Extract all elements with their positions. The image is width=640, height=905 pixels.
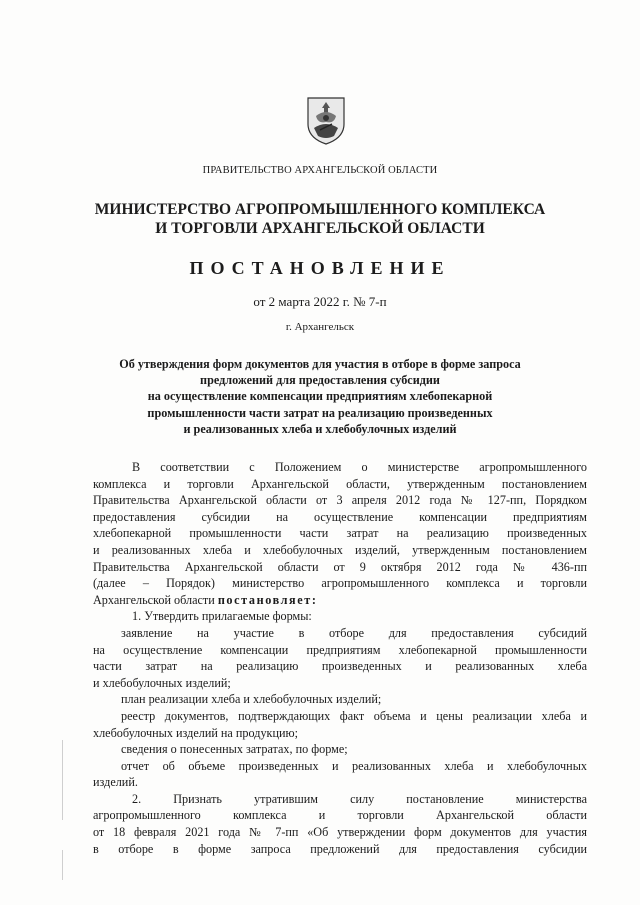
preamble-line: Правительства Архангельской области от 3 апреля 2012 года № 127-пп, Порядком — [93, 493, 587, 508]
item-2-line: в отборе в форме запроса предложений для предоставления субсидии — [93, 841, 587, 856]
form-3-line: реестр документов, подтверждающих факт объема и цены реализации хлеба и — [121, 708, 587, 723]
preamble-line — [93, 592, 587, 609]
scan-margin-mark — [62, 740, 63, 820]
item-1: 1. Утвердить прилагаемые формы: — [132, 609, 312, 624]
coat-of-arms-emblem — [304, 94, 348, 146]
item-2-line: от 18 февраля 2021 года № 7-пп «Об утверждении форм документов для участия — [93, 825, 587, 840]
subject-line: Об утверждения форм документов для участия в отборе в форме запроса — [119, 357, 521, 371]
preamble-last: Архангельской области — [93, 592, 215, 607]
form-5-line: изделий. — [93, 775, 138, 790]
preamble-line: комплекса и торговли Архангельской области, утвержденным постановлением — [93, 476, 587, 491]
preamble-line: Правительства Архангельской области от 9 октября 2012 года № 436-пп — [93, 559, 587, 574]
subject-line: предложений для предоставления субсидии — [200, 373, 440, 388]
form-3-line: хлебобулочных изделий на продукцию; — [93, 725, 299, 740]
preamble-line: и реализованных хлеба и хлебобулочных изделий, утвержденным постановлением — [93, 542, 587, 557]
document-city: г. Архангельск — [285, 321, 355, 333]
form-1-line: на осуществление компенсации предприятиям хлебопекарной промышленности — [93, 642, 587, 657]
subject-line: промышленности части затрат на реализацию произведенных — [147, 405, 493, 420]
item-2-line: агропромышленного комплекса и торговли Архангельской области — [93, 808, 587, 823]
resolves-word: постановляет: — [217, 592, 318, 607]
government-name: ПРАВИТЕЛЬСТВО АРХАНГЕЛЬСКОЙ ОБЛАСТИ — [202, 165, 438, 176]
preamble-line: хлебопекарной промышленности части затрат на реализацию произведенных — [93, 526, 587, 541]
form-5-line: отчет об объеме произведенных и реализованных хлеба и хлебобулочных — [121, 758, 587, 773]
preamble-line: В соответствии с Положением о министерстве агропромышленного — [132, 460, 587, 474]
item-2-line: 2. Признать утратившим силу постановление министерства — [132, 791, 587, 806]
ministry-name — [0, 200, 640, 238]
ministry-line: И ТОРГОВЛИ АРХАНГЕЛЬСКОЙ ОБЛАСТИ — [155, 220, 485, 237]
scan-margin-mark — [62, 850, 63, 880]
subject-line: и реализованных хлеба и хлебобулочных изделий — [183, 421, 457, 436]
document-date-number: от 2 марта 2022 г. № 7-п — [253, 294, 387, 309]
subject-line: на осуществление компенсации предприятиям хлебопекарной — [147, 389, 493, 404]
ministry-line: МИНИСТЕРСТВО АГРОПРОМЫШЛЕННОГО КОМПЛЕКСА — [94, 201, 546, 218]
form-1-line: заявление на участие в отборе для предоставления субсидий — [121, 625, 587, 640]
preamble-line: предоставления субсидии на осуществление компенсации предприятиям — [93, 509, 587, 524]
form-1-line: части затрат на реализацию произведенных и реализованных хлеба — [93, 659, 587, 674]
document-subject — [0, 356, 640, 437]
form-1-line: и хлебобулочных изделий; — [93, 675, 231, 690]
form-4: сведения о понесенных затратах, по форме; — [121, 742, 348, 757]
document-type-title: ПОСТАНОВЛЕНИЕ — [189, 258, 451, 278]
document-body — [93, 459, 587, 857]
form-2: план реализации хлеба и хлебобулочных изделий; — [121, 692, 382, 707]
preamble-line: (далее – Порядок) министерство агропромышленного комплекса и торговли — [93, 576, 587, 591]
